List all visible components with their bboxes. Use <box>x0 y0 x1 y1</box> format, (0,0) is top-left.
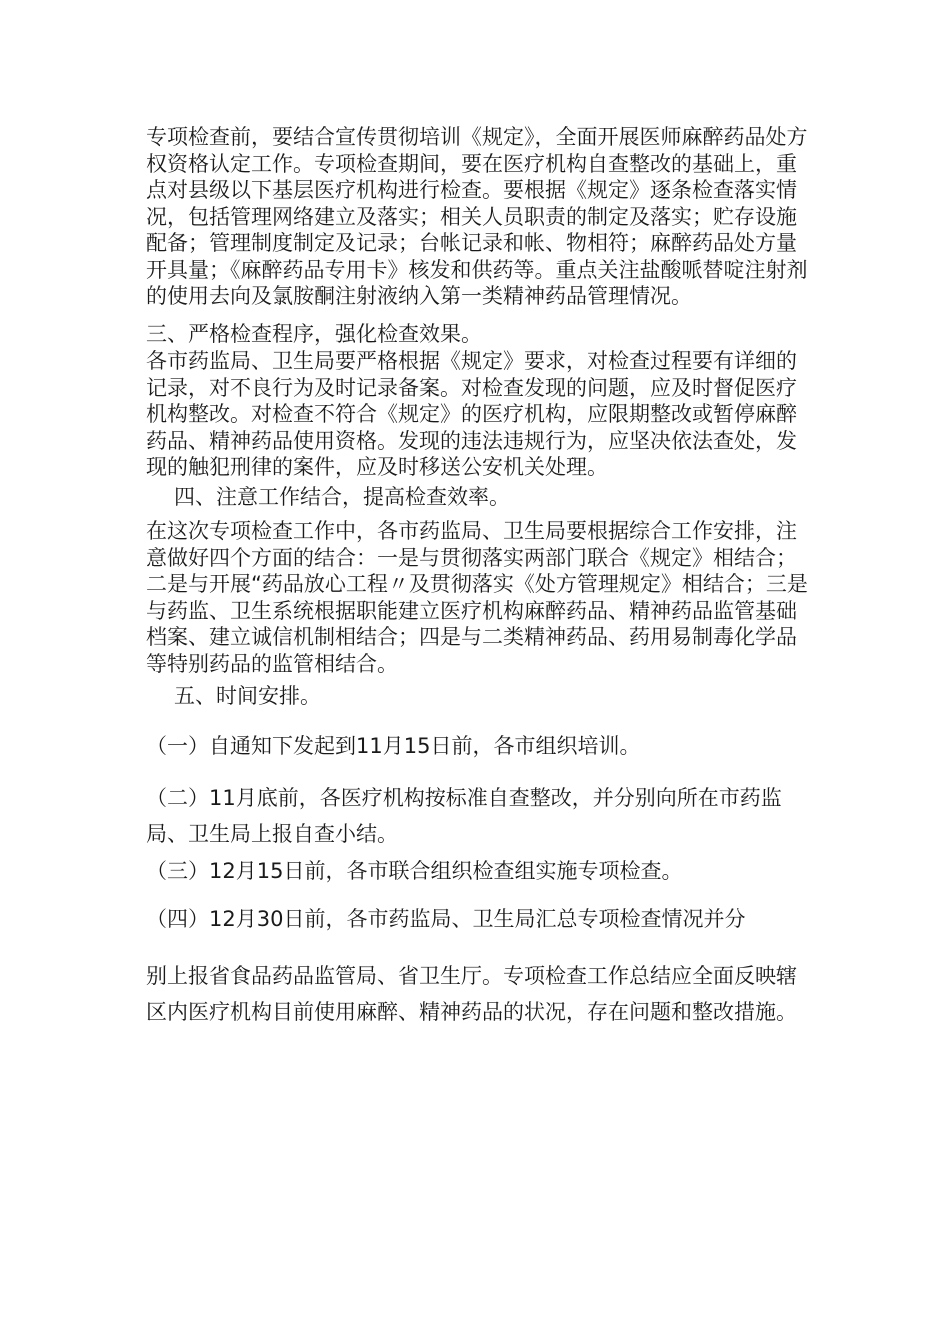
heading-section-four: 四、注意工作结合，提高检查效率。 <box>174 485 510 509</box>
heading-section-three: 三、严格检查程序，强化检查效果。 <box>146 322 482 346</box>
paragraph-inspection-intro: 专项检查前，要结合宣传贯彻培训《规定》，全面开展医师麻醉药品处方权资格认定工作。专项检查期间，要在医疗机构自查整改的基础上，重点对县级以下基层医疗机构进行检查。要根据《规定》逐条检查落实情况，包括管理网络建立及落实；相关人员职责的制定及落实；贮存设施配备；管理制度制定及记录；台帐记录和帐、物相符；麻醉药品处方量开具量；《麻醉药品专用卡》核发和供药等。重点关注盐酸哌替啶注射剂的使用去向及氯胺酮注射液纳入第一类精神药品管理情况。 <box>146 125 808 308</box>
paragraph-section-four: 在这次专项检查工作中，各市药监局、卫生局要根据综合工作安排，注意做好四个方面的结合：一是与贯彻落实两部门联合《规定》相结合；二是与开展“药品放心工程〃及贯彻落实《处方管理规定》相结合；三是与药监、卫生系统根据职能建立医疗机构麻醉药品、精神药品监管基础档案、建立诚信机制相结合；四是与二类精神药品、药用易制毒化学品等特别药品的监管相结合。 <box>146 519 808 676</box>
paragraph-section-three: 各市药监局、卫生局要严格根据《规定》要求，对检查过程要有详细的记录，对不良行为及时记录备案。对检查发现的问题，应及时督促医疗机构整改。对检查不符合《规定》的医疗机构，应限期整改或暂停麻醉药品、精神药品使用资格。发现的违法违规行为，应坚决依法查处，发现的触犯刑律的案件，应及时移送公安机关处理。 <box>146 349 797 479</box>
schedule-item-4: （四）12月30日前，各市药监局、卫生局汇总专项检查情况并分 <box>146 907 746 931</box>
schedule-item-1: （一）自通知下发起到11月15日前，各市组织培训。 <box>146 734 641 758</box>
heading-section-five: 五、时间安排。 <box>174 684 321 708</box>
schedule-item-2: （二）11月底前，各医疗机构按标准自查整改，并分别向所在市药监局、卫生局上报自查小结。 <box>146 786 782 846</box>
schedule-item-3: （三）12月15日前，各市联合组织检查组实施专项检查。 <box>146 859 683 883</box>
paragraph-closing: 别上报省食品药品监管局、省卫生厅。专项检查工作总结应全面反映辖区内医疗机构目前使用麻醉、精神药品的状况，存在问题和整改措施。 <box>146 964 797 1024</box>
